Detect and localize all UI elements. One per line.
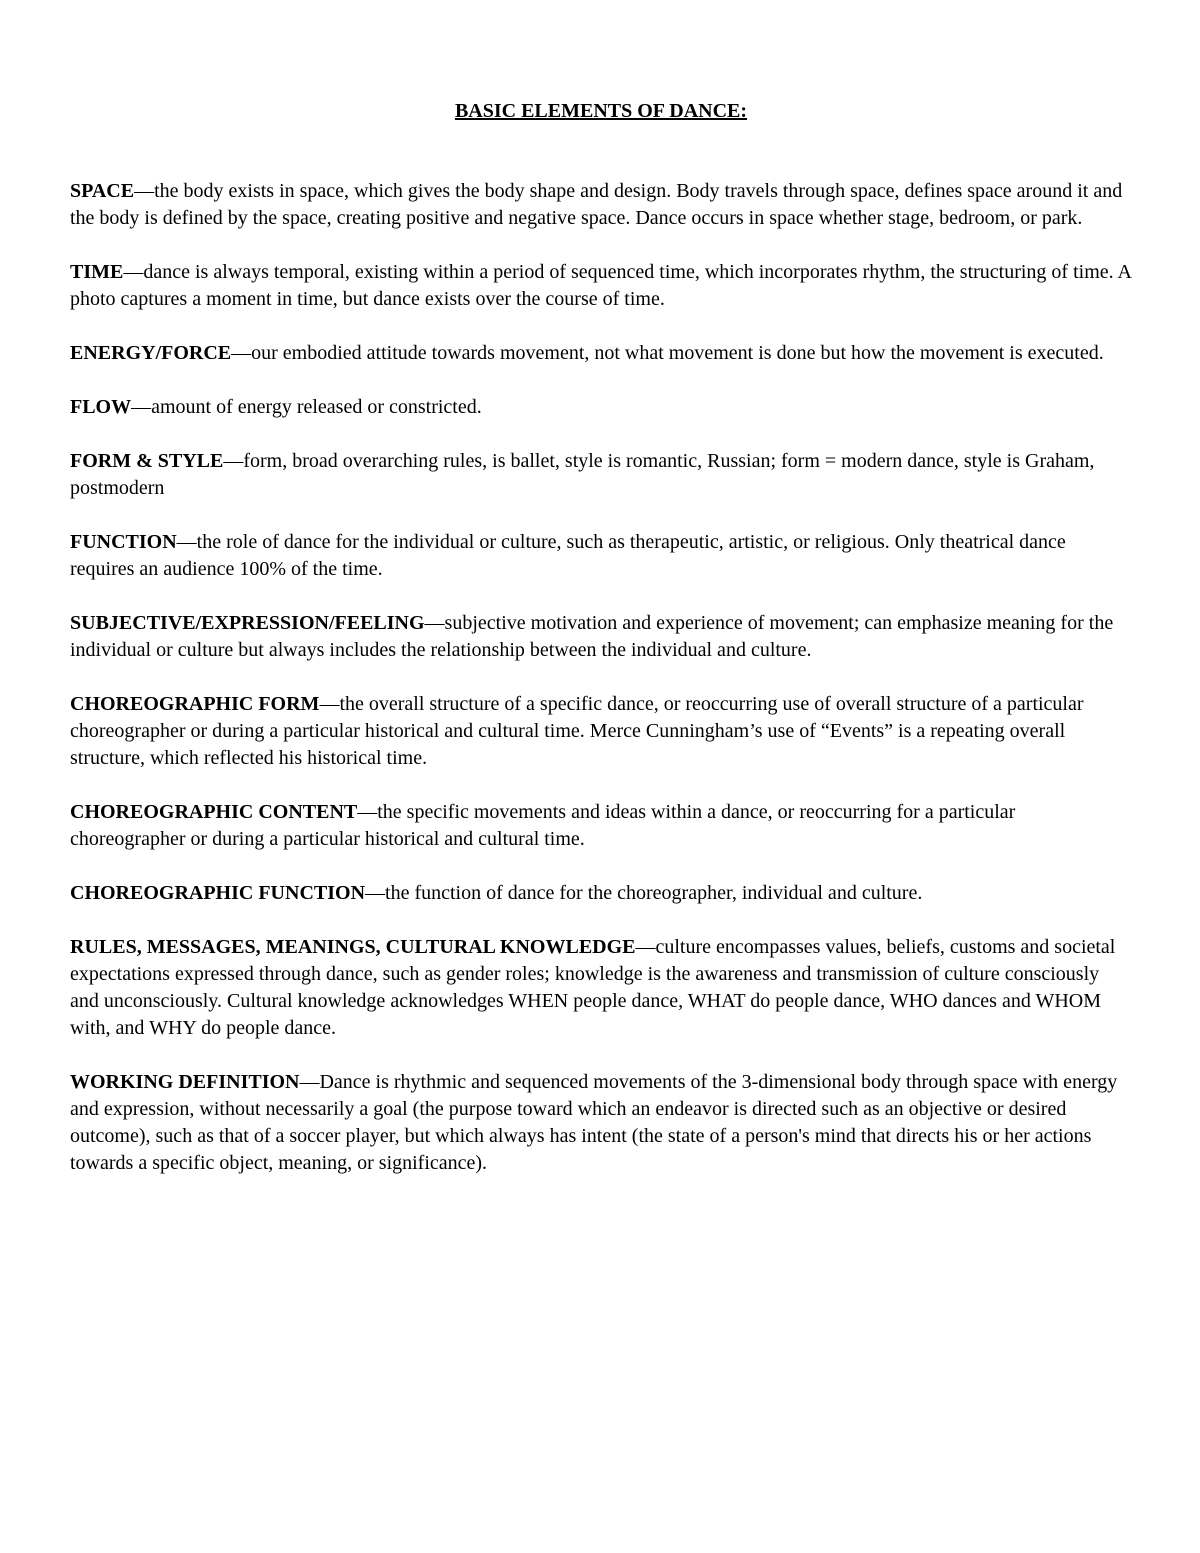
term-label: CHOREOGRAPHIC FUNCTION (70, 882, 366, 904)
term-definition: —our embodied attitude towards movement, not what movement is done but how the movement is executed. (231, 342, 1104, 364)
term-label: FUNCTION (70, 531, 177, 553)
term-label: FLOW (70, 396, 132, 418)
term-label: CHOREOGRAPHIC CONTENT (70, 801, 358, 823)
term-definition: —Dance is rhythmic and sequenced movements of the 3-dimensional body through space with energy and expression, without necessarily a goal (the purpose toward which an endeavor is directed such as an objective or desired outcome), such as that of a soccer player, but which always has intent (the state of a person's mind that directs his or her actions towards a specific object, meaning, or significance). (70, 1071, 1118, 1174)
term-definition: —the body exists in space, which gives the body shape and design. Body travels through space, defines space around it and the body is defined by the space, creating positive and negative space. Dance occurs in space whether stage, bedroom, or park. (70, 180, 1123, 229)
term-definition: —culture encompasses values, beliefs, customs and societal expectations expressed through dance, such as gender roles; knowledge is the awareness and transmission of culture consciously and unconsciously. Cultural knowledge acknowledges WHEN people dance, WHAT do people dance, WHO dances and WHOM with, and WHY do people dance. (70, 936, 1116, 1039)
term-definition: —form, broad overarching rules, is ballet, style is romantic, Russian; form = modern dance, style is Graham, postmodern (70, 450, 1095, 499)
entry-energy-force (70, 340, 1132, 367)
term-label: FORM & STYLE (70, 450, 224, 472)
document-page (70, 98, 1132, 1204)
term-label: ENERGY/FORCE (70, 342, 232, 364)
term-label: SUBJECTIVE/EXPRESSION/FEELING (70, 612, 425, 634)
entry-form-style (70, 448, 1132, 502)
entry-time (70, 259, 1132, 313)
term-label: CHOREOGRAPHIC FORM (70, 693, 320, 715)
document-title: BASIC ELEMENTS OF DANCE: (454, 100, 748, 122)
term-definition: —amount of energy released or constricted. (131, 396, 482, 418)
entry-space (70, 178, 1132, 232)
entry-choreographic-form (70, 691, 1132, 772)
term-definition: —the overall structure of a specific dance, or reoccurring use of overall structure of a particular choreographer or during a particular historical and cultural time. Merce Cunningham’s use of “Events” is a repeating overall structure, which reflected his historical time. (70, 693, 1084, 769)
term-definition: —the role of dance for the individual or culture, such as therapeutic, artistic, or religious. Only theatrical dance requires an audience 100% of the time. (70, 531, 1066, 580)
term-label: SPACE (70, 180, 135, 202)
entry-rules-messages-meanings (70, 934, 1132, 1042)
term-label: WORKING DEFINITION (70, 1071, 300, 1093)
entry-subjective-expression-feeling (70, 610, 1132, 664)
entry-working-definition (70, 1069, 1132, 1177)
entry-choreographic-function (70, 880, 1132, 907)
term-label: RULES, MESSAGES, MEANINGS, CULTURAL KNOWLEDGE (70, 936, 636, 958)
term-label: TIME (70, 261, 124, 283)
entry-function (70, 529, 1132, 583)
entry-choreographic-content (70, 799, 1132, 853)
entry-flow (70, 394, 1132, 421)
term-definition: —the specific movements and ideas within a dance, or reoccurring for a particular choreographer or during a particular historical and cultural time. (70, 801, 1016, 850)
term-definition: —dance is always temporal, existing within a period of sequenced time, which incorporates rhythm, the structuring of time. A photo captures a moment in time, but dance exists over the course of time. (70, 261, 1131, 310)
term-definition: —the function of dance for the choreographer, individual and culture. (365, 882, 923, 904)
term-definition: —subjective motivation and experience of movement; can emphasize meaning for the individual or culture but always includes the relationship between the individual and culture. (70, 612, 1114, 661)
